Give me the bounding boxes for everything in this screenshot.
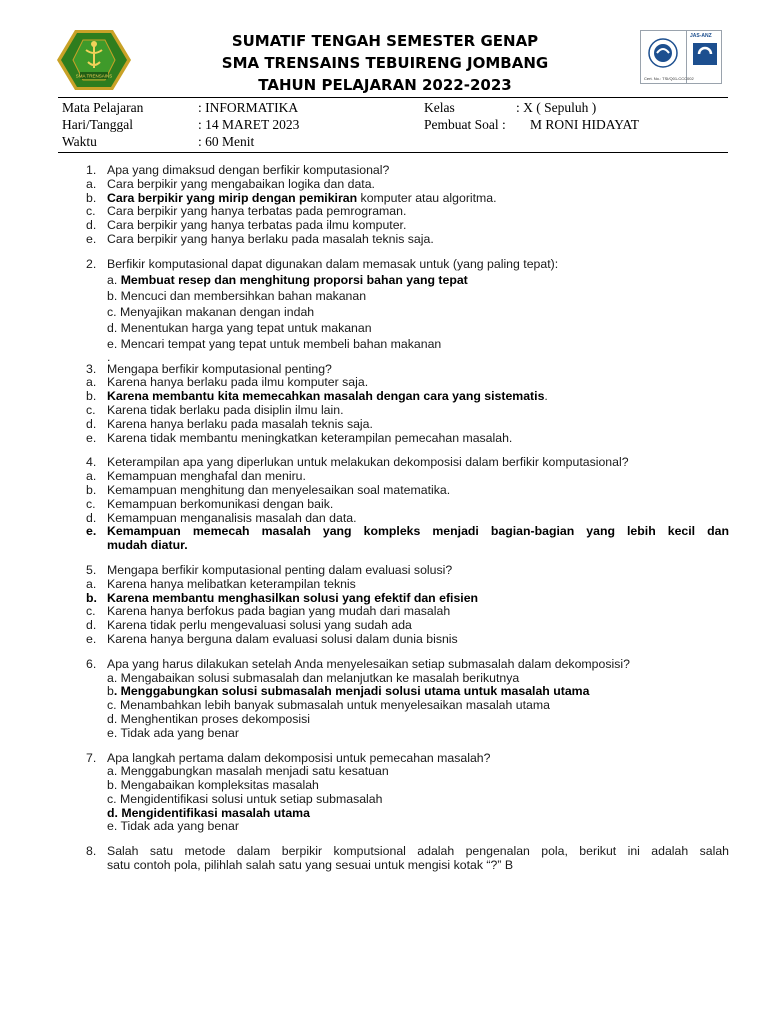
question-6: 6. Apa yang harus dilakukan setelah Anda menyelesaikan setiap submasalah dalam dekomposisi? <box>86 656 630 671</box>
option: c. Cara berpikir yang hanya terbatas pada pemrograman. <box>86 204 407 219</box>
option: a. Kemampuan menghafal dan meniru. <box>86 469 306 484</box>
hari-label: Hari/Tanggal <box>62 117 134 132</box>
option: d. Karena hanya berlaku pada masalah teknis saja. <box>86 416 373 431</box>
option: c. Kemampuan berkomunikasi dengan baik. <box>86 496 334 511</box>
option-answer: b. Karena membantu menghasilkan solusi yang efektif dan efisien <box>86 590 479 605</box>
mapel-value: : INFORMATIKA <box>198 100 299 115</box>
option: b. Mengabaikan kompleksitas masalah <box>107 778 319 793</box>
option: b. Kemampuan menghitung dan menyelesaikan soal matematika. <box>86 482 451 497</box>
question-4: 4. Keterampilan apa yang diperlukan untuk melakukan dekomposisi dalam berfikir komputasional? <box>86 455 629 470</box>
option: c. Menambahkan lebih banyak submasalah untuk menyelesaikan masalah utama <box>107 698 550 713</box>
option: c. Karena tidak berlaku pada disiplin ilmu lain. <box>86 402 344 417</box>
question-7: 7. Apa langkah pertama dalam dekomposisi untuk pemecahan masalah? <box>86 750 491 765</box>
waktu-value: : 60 Menit <box>198 134 255 149</box>
option-answer-cont: mudah diatur. <box>107 538 188 553</box>
question-8: 8. Salah satu metode dalam berpikir komputsional adalah pengenalan pola, berikut ini adalah salah <box>86 844 729 859</box>
question-5: 5. Mengapa berfikir komputasional penting dalam evaluasi solusi? <box>86 562 453 577</box>
question-3: 3. Mengapa berfikir komputasional penting? <box>86 361 332 376</box>
option-answer: e. Kemampuan memecah masalah yang kompleks menjadi bagian-bagian yang lebih kecil dan <box>86 524 729 539</box>
header-divider-bottom <box>58 152 728 153</box>
option: d. Cara berpikir yang hanya terbatas pada ilmu komputer. <box>86 218 407 233</box>
option: d. Kemampuan menganalisis masalah dan data. <box>86 510 357 525</box>
certification-icon <box>640 30 722 84</box>
option: c. Menyajikan makanan dengan indah <box>107 304 315 319</box>
emblem-text: SMA TRENSAINS <box>75 73 113 79</box>
header-title: SUMATIF TENGAH SEMESTER GENAP <box>231 32 539 50</box>
option-answer: b. Karena membantu kita memecahkan masalah dengan cara yang sistematis. <box>86 389 548 404</box>
option: d. Menghentikan proses dekomposisi <box>107 711 311 726</box>
option: e. Cara berpikir yang hanya berlaku pada masalah teknis saja. <box>86 231 434 246</box>
option: e. Karena hanya berguna dalam evaluasi solusi dalam dunia bisnis <box>86 631 458 646</box>
question-2: 2. Berfikir komputasional dapat digunakan dalam memasak untuk (yang paling tepat): <box>86 256 559 271</box>
question-1: 1. Apa yang dimaksud dengan berfikir komputasional? <box>86 163 390 177</box>
option: a. Mengabaikan solusi submasalah dan melanjutkan ke masalah berikutnya <box>107 670 520 685</box>
school-emblem-icon <box>56 28 132 92</box>
question-8-cont: satu contoh pola, pilihlah salah satu yang sesuai untuk mengisi kotak “?” B <box>107 858 514 873</box>
waktu-label: Waktu <box>62 134 97 149</box>
exam-header <box>150 30 620 96</box>
hari-value: : 14 MARET 2023 <box>198 117 300 132</box>
option: d. Karena tidak perlu mengevaluasi solusi yang sudah ada <box>86 618 412 633</box>
option: a. Menggabungkan masalah menjadi satu kesatuan <box>107 764 389 779</box>
pembuat-value: M RONI HIDAYAT <box>530 117 640 132</box>
question-list <box>86 164 729 873</box>
option: e. Tidak ada yang benar <box>107 819 239 834</box>
option: b. Mencuci dan membersihkan bahan makanan <box>107 288 367 303</box>
kelas-value: : X ( Sepuluh ) <box>516 100 597 115</box>
option: c. Mengidentifikasi solusi untuk setiap submasalah <box>107 791 383 806</box>
option: e. Tidak ada yang benar <box>107 725 239 740</box>
mapel-label: Mata Pelajaran <box>62 100 144 115</box>
header-year: TAHUN PELAJARAN 2022-2023 <box>258 76 512 94</box>
jas-anz-label: JAS-ANZ <box>690 33 712 39</box>
option-answer: b. Cara berpikir yang mirip dengan pemikiran komputer atau algoritma. <box>86 190 497 205</box>
option: e. Karena tidak membantu meningkatkan keterampilan pemecahan masalah. <box>86 430 513 445</box>
kelas-label: Kelas <box>424 100 455 115</box>
pembuat-label: Pembuat Soal : <box>424 117 506 132</box>
option: a. Karena hanya berlaku pada ilmu komputer saja. <box>86 375 369 390</box>
certificate-number: Cert. No.: TSI/Q01-CCC002 <box>644 76 694 81</box>
header-divider-top <box>58 97 728 98</box>
option: a. Cara berpikir yang mengabaikan logika dan data. <box>86 176 375 191</box>
option: c. Karena hanya berfokus pada bagian yang mudah dari masalah <box>86 604 451 619</box>
option: e. Mencari tempat yang tepat untuk membeli bahan makanan <box>107 336 442 351</box>
option-answer: a. Membuat resep dan menghitung proporsi bahan yang tepat <box>107 272 468 287</box>
option-answer: b. Menggabungkan solusi submasalah menjadi solusi utama untuk masalah utama <box>107 684 590 699</box>
option-answer: d. Mengidentifikasi masalah utama <box>107 805 310 820</box>
option: d. Menentukan harga yang tepat untuk makanan <box>107 320 372 335</box>
header-school: SMA TRENSAINS TEBUIRENG JOMBANG <box>221 54 549 72</box>
option: a. Karena hanya melibatkan keterampilan teknis <box>86 576 356 591</box>
stray-dot: . <box>107 349 111 364</box>
